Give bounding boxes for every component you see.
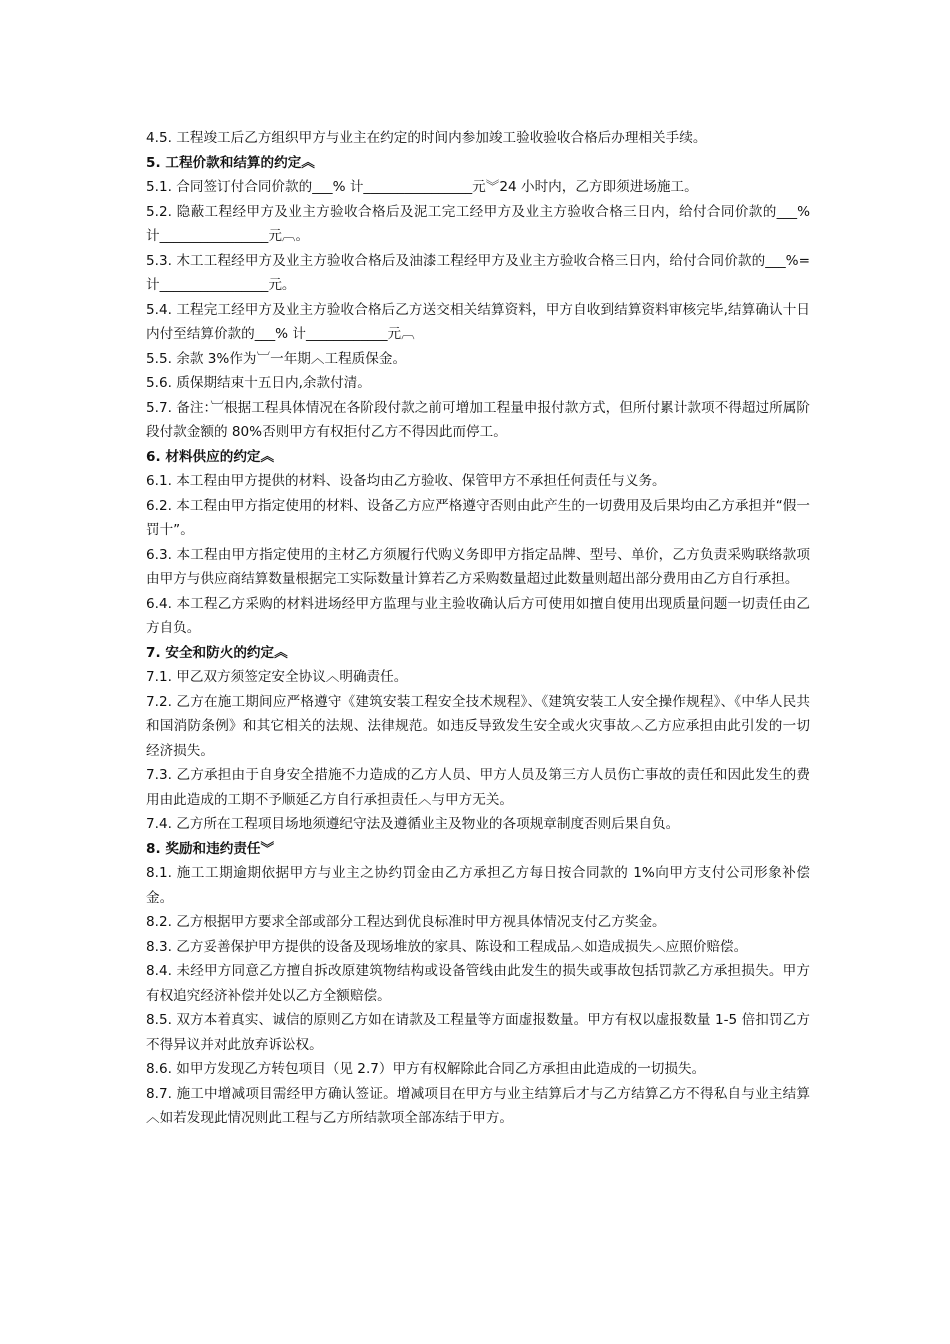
clause-6-1: 6.1. 本工程由甲方提供的材料、设备均由乙方验收、保管甲方不承担任何责任与义务。 bbox=[146, 473, 666, 489]
clause-6-4: 6.4. 本工程乙方采购的材料进场经甲方监理与业主验收确认后方可使用如擅自使用出现质量问题一切责任由乙方自负。 bbox=[146, 595, 810, 636]
clause-8-1: 8.1. 施工工期逾期依据甲方与业主之协约罚金由乙方承担乙方每日按合同款的 1%向甲方支付公司形象补偿金。 bbox=[146, 865, 810, 906]
clause-6-2: 6.2. 本工程由甲方指定使用的材料、设备乙方应严格遵守否则由此产生的一切费用及后果均由乙方承担并“假一罚十”。 bbox=[146, 497, 810, 538]
clause-7-4: 7.4. 乙方所在工程项目场地须遵纪守法及遵循业主及物业的各项规章制度否则后果自负。 bbox=[146, 816, 680, 832]
section-heading-5: 5. 工程价款和结算的约定︽ bbox=[146, 154, 315, 171]
clause-6-3: 6.3. 本工程由甲方指定使用的主材乙方须履行代购义务即甲方指定品牌、型号、单价，乙方负责采购联络款项由甲方与供应商结算数量根据完工实际数量计算若乙方采购数量超过此数量则超出部分费用由乙方自行承担。 bbox=[146, 546, 810, 587]
section-heading-6: 6. 材料供应的约定︽ bbox=[146, 448, 275, 465]
clause-7-2: 7.2. 乙方在施工期间应严格遵守《建筑安装工程安全技术规程》、《建筑安装工人安全操作规程》、《中华人民共和国消防条例》和其它相关的法规、法律规范。如违反导致发生安全或火灾事故︿乙方应承担由此引发的一切经济损失。 bbox=[146, 693, 810, 759]
clause-5-7: 5.7. 备注：︺根据工程具体情况在各阶段付款之前可增加工程量申报付款方式，但所付累计款项不得超过所属阶段付款金额的 80%否则甲方有权拒付乙方不得因此而停工。 bbox=[146, 399, 810, 440]
clause-5-1: 5.1. 合同签订付合同价款的___% 计________________元︾24 小时内，乙方即须进场施工。 bbox=[146, 179, 698, 195]
clause-8-3: 8.3. 乙方妥善保护甲方提供的设备及现场堆放的家具、陈设和工程成品︿如造成损失︿应照价赔偿。 bbox=[146, 938, 748, 955]
clause-5-5: 5.5. 余款 3%作为︺一年期︿工程质保金。 bbox=[146, 350, 407, 367]
clause-5-2: 5.2. 隐蔽工程经甲方及业主方验收合格后及泥工完工经甲方及业主方验收合格三日内，给付合同价款的___% 计________________元︹。 bbox=[146, 203, 810, 244]
clause-8-5: 8.5. 双方本着真实、诚信的原则乙方如在请款及工程量等方面虚报数量。甲方有权以虚报数量 1-5 倍扣罚乙方不得异议并对此放弃诉讼权。 bbox=[146, 1012, 810, 1053]
clause-8-2: 8.2. 乙方根据甲方要求全部或部分工程达到优良标准时甲方视具体情况支付乙方奖金。 bbox=[146, 914, 666, 930]
clause-5-4: 5.4. 工程完工经甲方及业主方验收合格后乙方送交相关结算资料，甲方自收到结算资料审核完毕,结算确认十日内付至结算价款的___% 计____________元︹ bbox=[146, 301, 810, 342]
clause-7-1: 7.1. 甲乙双方须签定安全协议︿明确责任。 bbox=[146, 669, 408, 685]
clause-8-6: 8.6. 如甲方发现乙方转包项目（见 2.7）甲方有权解除此合同乙方承担由此造成的一切损失。 bbox=[146, 1061, 706, 1077]
section-heading-8: 8. 奖励和违约责任︾ bbox=[146, 840, 275, 857]
clause-8-7: 8.7. 施工中增减项目需经甲方确认签证。增减项目在甲方与业主结算后才与乙方结算乙方不得私自与业主结算︿如若发现此情况则此工程与乙方所结款项全部冻结于甲方。 bbox=[146, 1085, 810, 1126]
document-body bbox=[146, 126, 810, 1131]
clause-8-4: 8.4. 未经甲方同意乙方擅自拆改原建筑物结构或设备管线由此发生的损失或事故包括罚款乙方承担损失。甲方有权追究经济补偿并处以乙方全额赔偿。 bbox=[146, 963, 810, 1004]
clause-7-3: 7.3. 乙方承担由于自身安全措施不力造成的乙方人员、甲方人员及第三方人员伤亡事故的责任和因此发生的费用由此造成的工期不予顺延乙方自行承担责任︿与甲方无关。 bbox=[146, 767, 810, 808]
clause-5-3: 5.3. 木工工程经甲方及业主方验收合格后及油漆工程经甲方及业主方验收合格三日内，给付合同价款的___%=计________________元。 bbox=[146, 252, 810, 293]
clause-5-6: 5.6. 质保期结束十五日内,余款付清。 bbox=[146, 375, 371, 391]
clause-4-5: 4.5. 工程竣工后乙方组织甲方与业主在约定的时间内参加竣工验收验收合格后办理相关手续。 bbox=[146, 130, 707, 146]
section-heading-7: 7. 安全和防火的约定︽ bbox=[146, 644, 288, 661]
